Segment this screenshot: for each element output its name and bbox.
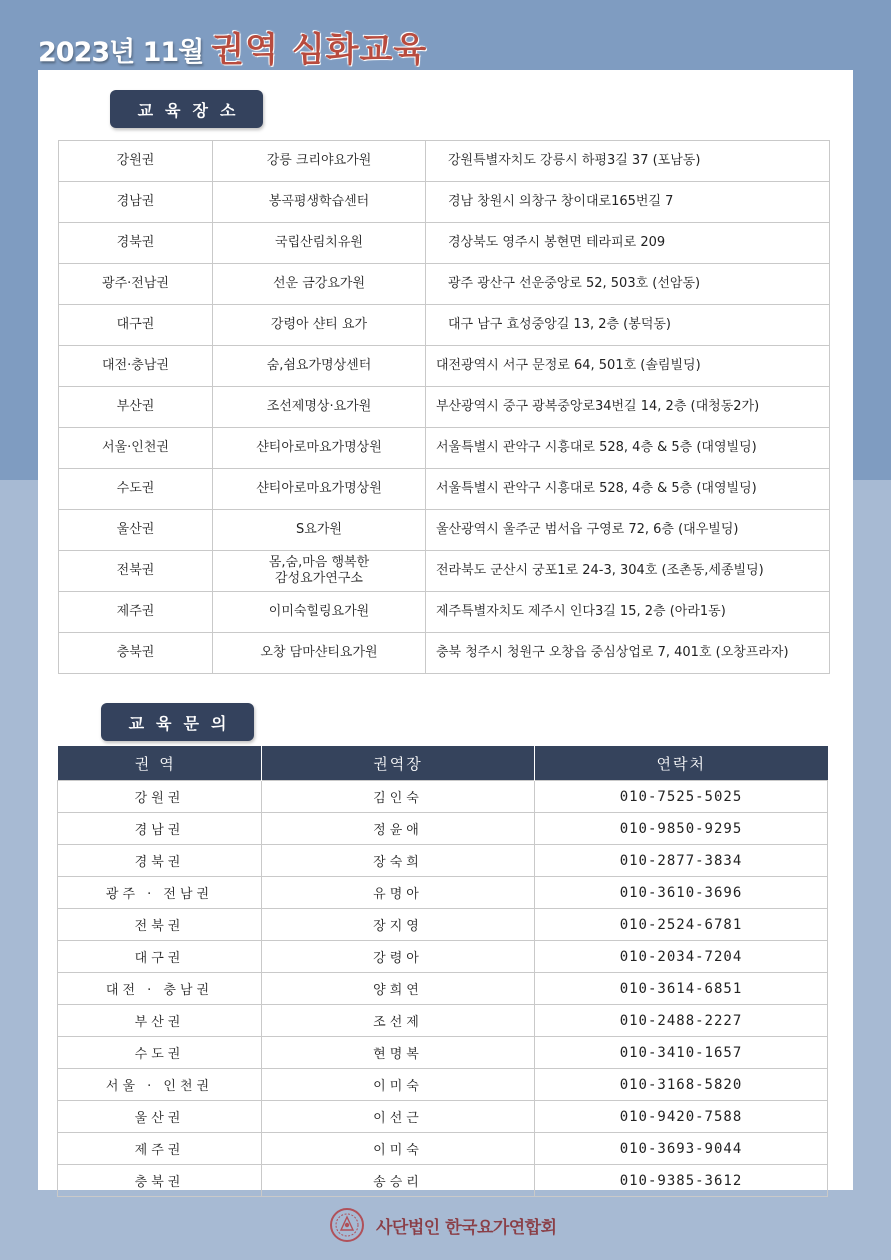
contact-region: 광주 · 전남권 — [58, 877, 262, 909]
place-address: 경남 창원시 의창구 창이대로165번길 7 — [426, 182, 830, 223]
place-venue: 숨,쉼요가명상센터 — [213, 346, 426, 387]
place-row — [59, 428, 830, 469]
footer — [330, 1205, 557, 1245]
place-address: 대구 남구 효성중앙길 13, 2층 (봉덕동) — [426, 305, 830, 346]
place-venue: 조선제명상·요가원 — [213, 387, 426, 428]
place-region: 광주·전남권 — [59, 264, 213, 305]
contact-phone: 010-2034-7204 — [535, 941, 828, 973]
contact-leader: 김인숙 — [262, 781, 535, 813]
contact-phone: 010-3614-6851 — [535, 973, 828, 1005]
title-highlight: 권역 심화교육 — [211, 30, 428, 70]
place-region: 울산권 — [59, 510, 213, 551]
contact-row — [58, 813, 828, 845]
place-region: 대구권 — [59, 305, 213, 346]
place-region: 부산권 — [59, 387, 213, 428]
place-address: 부산광역시 중구 광복중앙로34번길 14, 2층 (대청동2가) — [426, 387, 830, 428]
contact-phone: 010-3693-9044 — [535, 1133, 828, 1165]
contact-region: 전북권 — [58, 909, 262, 941]
place-region: 강원권 — [59, 141, 213, 182]
place-address: 대전광역시 서구 문정로 64, 501호 (솔림빌딩) — [426, 346, 830, 387]
contact-leader: 이미숙 — [262, 1133, 535, 1165]
place-row — [59, 387, 830, 428]
contact-phone: 010-3168-5820 — [535, 1069, 828, 1101]
place-address: 전라북도 군산시 궁포1로 24-3, 304호 (조촌동,세종빌딩) — [426, 551, 830, 592]
place-row — [59, 182, 830, 223]
contact-region: 경북권 — [58, 845, 262, 877]
contact-region: 부산권 — [58, 1005, 262, 1037]
place-venue: 강릉 크리야요가원 — [213, 141, 426, 182]
contact-row — [58, 1069, 828, 1101]
place-address: 광주 광산구 선운중앙로 52, 503호 (선암동) — [426, 264, 830, 305]
contact-row — [58, 973, 828, 1005]
contact-leader: 조선제 — [262, 1005, 535, 1037]
organization-name: 사단법인 한국요가연합회 — [376, 1217, 557, 1238]
place-row — [59, 633, 830, 674]
place-region: 전북권 — [59, 551, 213, 592]
place-row — [59, 141, 830, 182]
contact-row — [58, 1005, 828, 1037]
place-region: 대전·충남권 — [59, 346, 213, 387]
contact-phone: 010-2524-6781 — [535, 909, 828, 941]
place-region: 서울·인천권 — [59, 428, 213, 469]
place-address: 제주특별자치도 제주시 인다3길 15, 2층 (아라1동) — [426, 592, 830, 633]
place-row — [59, 346, 830, 387]
column-header-leader: 권역장 — [262, 746, 535, 781]
content-card — [38, 70, 853, 1190]
place-region: 경남권 — [59, 182, 213, 223]
contact-row — [58, 1133, 828, 1165]
contact-phone: 010-9385-3612 — [535, 1165, 828, 1197]
page-title — [38, 22, 428, 70]
contact-phone: 010-9850-9295 — [535, 813, 828, 845]
section-label-contact: 교육문의 — [101, 703, 254, 741]
place-row — [59, 469, 830, 510]
place-region: 경북권 — [59, 223, 213, 264]
contact-row — [58, 1165, 828, 1197]
place-venue: S요가원 — [213, 510, 426, 551]
contact-leader: 장숙희 — [262, 845, 535, 877]
contact-region: 대전 · 충남권 — [58, 973, 262, 1005]
place-region: 충북권 — [59, 633, 213, 674]
contact-region: 충북권 — [58, 1165, 262, 1197]
place-row — [59, 510, 830, 551]
contact-region: 제주권 — [58, 1133, 262, 1165]
contact-region: 대구권 — [58, 941, 262, 973]
contact-phone: 010-3410-1657 — [535, 1037, 828, 1069]
contact-region: 경남권 — [58, 813, 262, 845]
place-row — [59, 551, 830, 592]
contact-header-row — [58, 746, 828, 781]
contact-leader: 강령아 — [262, 941, 535, 973]
contact-leader: 현명복 — [262, 1037, 535, 1069]
contact-leader: 정윤애 — [262, 813, 535, 845]
contact-leader: 장지영 — [262, 909, 535, 941]
place-address: 강원특별자치도 강릉시 하평3길 37 (포남동) — [426, 141, 830, 182]
contact-row — [58, 941, 828, 973]
place-venue: 샨티아로마요가명상원 — [213, 469, 426, 510]
contact-phone: 010-2488-2227 — [535, 1005, 828, 1037]
contact-region: 울산권 — [58, 1101, 262, 1133]
place-venue: 이미숙힐링요가원 — [213, 592, 426, 633]
column-header-phone: 연락처 — [535, 746, 828, 781]
place-address: 충북 청주시 청원구 오창읍 중심상업로 7, 401호 (오창프라자) — [426, 633, 830, 674]
contact-row — [58, 781, 828, 813]
contact-phone: 010-7525-5025 — [535, 781, 828, 813]
contact-region: 강원권 — [58, 781, 262, 813]
contact-phone: 010-3610-3696 — [535, 877, 828, 909]
place-venue: 봉곡평생학습센터 — [213, 182, 426, 223]
column-header-region: 권역 — [58, 746, 262, 781]
contact-leader: 이미숙 — [262, 1069, 535, 1101]
contact-leader: 송승리 — [262, 1165, 535, 1197]
contact-row — [58, 877, 828, 909]
contact-row — [58, 909, 828, 941]
place-address: 서울특별시 관악구 시흥대로 528, 4층 & 5층 (대영빌딩) — [426, 469, 830, 510]
place-address: 경상북도 영주시 봉현면 테라피로 209 — [426, 223, 830, 264]
place-venue: 국립산림치유원 — [213, 223, 426, 264]
title-date: 2023년 11월 — [38, 37, 204, 68]
contact-leader: 양희연 — [262, 973, 535, 1005]
place-row — [59, 592, 830, 633]
contact-row — [58, 845, 828, 877]
contact-row — [58, 1037, 828, 1069]
contact-leader: 유명아 — [262, 877, 535, 909]
place-row — [59, 305, 830, 346]
place-address: 울산광역시 울주군 범서읍 구영로 72, 6층 (대우빌딩) — [426, 510, 830, 551]
section-label-places: 교육장소 — [110, 90, 263, 128]
place-row — [59, 264, 830, 305]
contact-phone: 010-9420-7588 — [535, 1101, 828, 1133]
contact-table — [57, 746, 828, 1197]
places-table — [58, 140, 830, 674]
place-venue: 선운 금강요가원 — [213, 264, 426, 305]
contact-leader: 이선근 — [262, 1101, 535, 1133]
place-venue: 샨티아로마요가명상원 — [213, 428, 426, 469]
contact-phone: 010-2877-3834 — [535, 845, 828, 877]
contact-region: 서울 · 인천권 — [58, 1069, 262, 1101]
contact-region: 수도권 — [58, 1037, 262, 1069]
place-venue: 오창 담마샨티요가원 — [213, 633, 426, 674]
place-venue: 강령아 샨티 요가 — [213, 305, 426, 346]
place-region: 수도권 — [59, 469, 213, 510]
place-venue: 몸,숨,마음 행복한 감성요가연구소 — [213, 551, 426, 592]
contact-row — [58, 1101, 828, 1133]
place-address: 서울특별시 관악구 시흥대로 528, 4층 & 5층 (대영빌딩) — [426, 428, 830, 469]
place-region: 제주권 — [59, 592, 213, 633]
place-row — [59, 223, 830, 264]
seal-logo-icon — [330, 1208, 364, 1242]
